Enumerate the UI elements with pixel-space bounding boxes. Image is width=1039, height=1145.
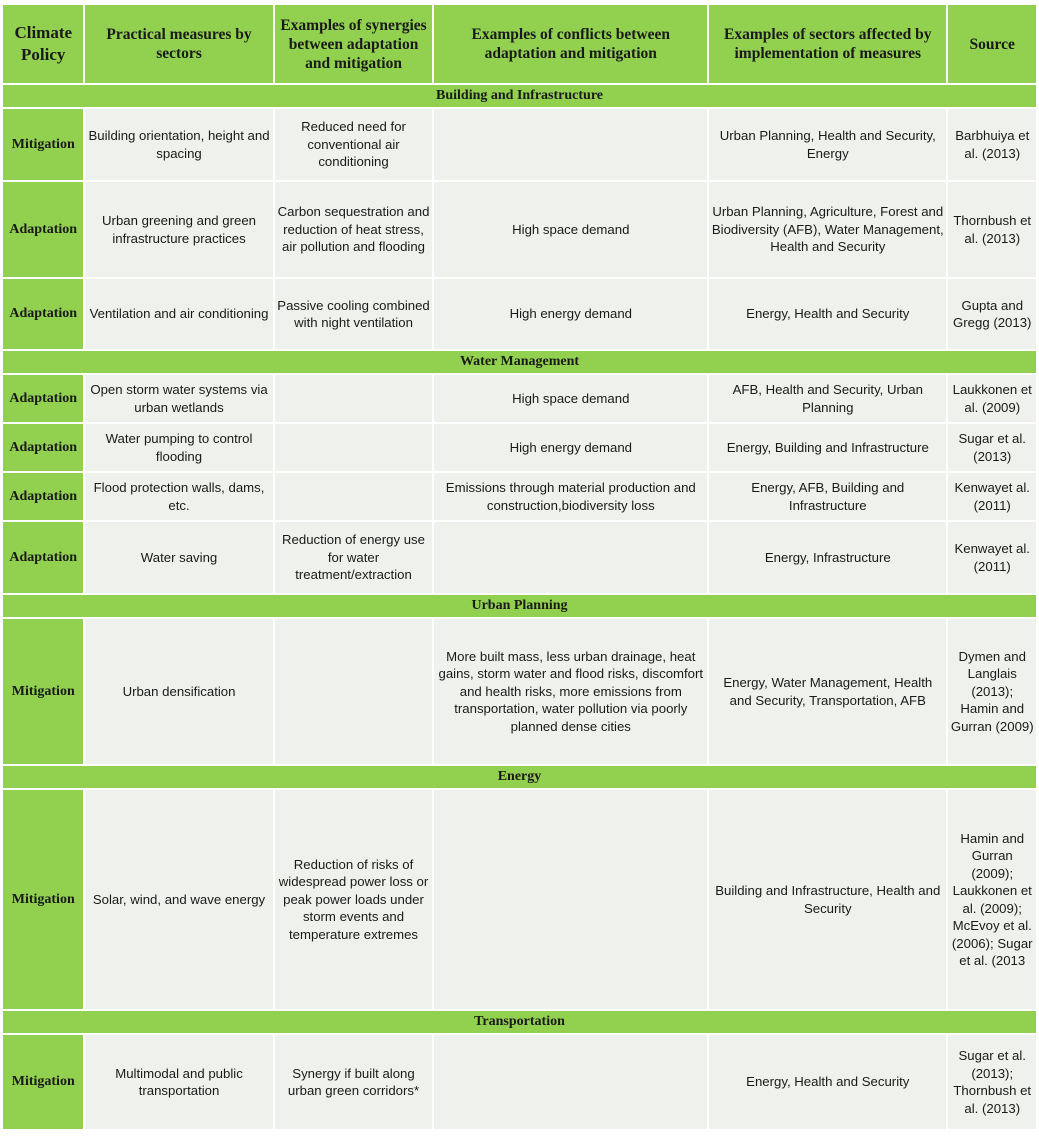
section-title: Transportation [3,1011,1036,1033]
header-synergies: Examples of synergies between adaptation and mitigation [275,5,433,83]
section-title: Energy [3,766,1036,788]
header-climate-policy: Climate Policy [3,5,83,83]
table-row [3,473,1036,520]
policy-cell: Mitigation [3,1035,83,1129]
sectors-cell: Energy, Building and Infrastructure [709,424,946,471]
synergy-cell: Carbon sequestration and reduction of heat stress, air pollution and flooding [275,182,433,277]
section-row [3,595,1036,617]
synergy-cell: Reduced need for conventional air conditioning [275,109,433,180]
sectors-cell: Energy, AFB, Building and Infrastructure [709,473,946,520]
table-row [3,109,1036,180]
policy-cell: Adaptation [3,424,83,471]
section-title: Urban Planning [3,595,1036,617]
table-row [3,424,1036,471]
synergy-cell [275,473,433,520]
source-cell: Sugar et al. (2013); Thornbush et al. (2013) [948,1035,1036,1129]
conflict-cell: Emissions through material production and construction,biodiversity loss [434,473,707,520]
measure-cell: Urban greening and green infrastructure practices [85,182,272,277]
table-row [3,1035,1036,1129]
measure-cell: Flood protection walls, dams, etc. [85,473,272,520]
source-cell: Kenwayet al. (2011) [948,473,1036,520]
table-row [3,182,1036,277]
policy-cell: Adaptation [3,182,83,277]
sectors-cell: Urban Planning, Agriculture, Forest and Biodiversity (AFB), Water Management, Health and Security [709,182,946,277]
conflict-cell [434,790,707,1009]
source-cell: Dymen and Langlais (2013); Hamin and Gurran (2009) [948,619,1036,764]
header-row [3,5,1036,83]
policy-cell: Adaptation [3,375,83,422]
source-cell: Gupta and Gregg (2013) [948,279,1036,349]
synergy-cell: Reduction of risks of widespread power loss or peak power loads under storm events and temperature extremes [275,790,433,1009]
header-sectors-affected: Examples of sectors affected by implementation of measures [709,5,946,83]
section-row [3,351,1036,373]
table-row [3,619,1036,764]
source-cell: Sugar et al. (2013) [948,424,1036,471]
conflict-cell [434,522,707,593]
section-row [3,1011,1036,1033]
source-cell: Laukkonen et al. (2009) [948,375,1036,422]
measure-cell: Solar, wind, and wave energy [85,790,272,1009]
source-cell: Kenwayet al. (2011) [948,522,1036,593]
source-cell: Hamin and Gurran (2009); Laukkonen et al. (2009); McEvoy et al. (2006); Sugar et al. (2013 [948,790,1036,1009]
source-cell: Barbhuiya et al. (2013) [948,109,1036,180]
sectors-cell: Urban Planning, Health and Security, Energy [709,109,946,180]
header-conflicts: Examples of conflicts between adaptation and mitigation [434,5,707,83]
table-row [3,279,1036,349]
conflict-cell [434,1035,707,1129]
policy-cell: Mitigation [3,619,83,764]
synergy-cell: Synergy if built along urban green corridors* [275,1035,433,1129]
sectors-cell: Energy, Health and Security [709,1035,946,1129]
policy-cell: Adaptation [3,279,83,349]
policy-cell: Adaptation [3,522,83,593]
measure-cell: Ventilation and air conditioning [85,279,272,349]
table-row [3,522,1036,593]
section-row [3,766,1036,788]
synergy-cell [275,424,433,471]
synergy-cell [275,619,433,764]
sectors-cell: Energy, Health and Security [709,279,946,349]
sectors-cell: Energy, Water Management, Health and Security, Transportation, AFB [709,619,946,764]
climate-policy-table [1,3,1038,1131]
measure-cell: Urban densification [85,619,272,764]
measure-cell: Open storm water systems via urban wetlands [85,375,272,422]
header-source: Source [948,5,1036,83]
policy-cell: Mitigation [3,109,83,180]
section-title: Water Management [3,351,1036,373]
synergy-cell [275,375,433,422]
conflict-cell: More built mass, less urban drainage, heat gains, storm water and flood risks, discomfort and health risks, more emissions from transportation, water pollution via poorly planned dense cities [434,619,707,764]
section-row [3,85,1036,107]
conflict-cell [434,109,707,180]
measure-cell: Water pumping to control flooding [85,424,272,471]
table-row [3,375,1036,422]
sectors-cell: Building and Infrastructure, Health and Security [709,790,946,1009]
sectors-cell: Energy, Infrastructure [709,522,946,593]
measure-cell: Building orientation, height and spacing [85,109,272,180]
measure-cell: Water saving [85,522,272,593]
synergy-cell: Passive cooling combined with night ventilation [275,279,433,349]
synergy-cell: Reduction of energy use for water treatment/extraction [275,522,433,593]
conflict-cell: High space demand [434,182,707,277]
table-row [3,790,1036,1009]
policy-cell: Adaptation [3,473,83,520]
header-practical-measures: Practical measures by sectors [85,5,272,83]
policy-cell: Mitigation [3,790,83,1009]
source-cell: Thornbush et al. (2013) [948,182,1036,277]
section-title: Building and Infrastructure [3,85,1036,107]
measure-cell: Multimodal and public transportation [85,1035,272,1129]
conflict-cell: High energy demand [434,279,707,349]
conflict-cell: High energy demand [434,424,707,471]
sectors-cell: AFB, Health and Security, Urban Planning [709,375,946,422]
conflict-cell: High space demand [434,375,707,422]
